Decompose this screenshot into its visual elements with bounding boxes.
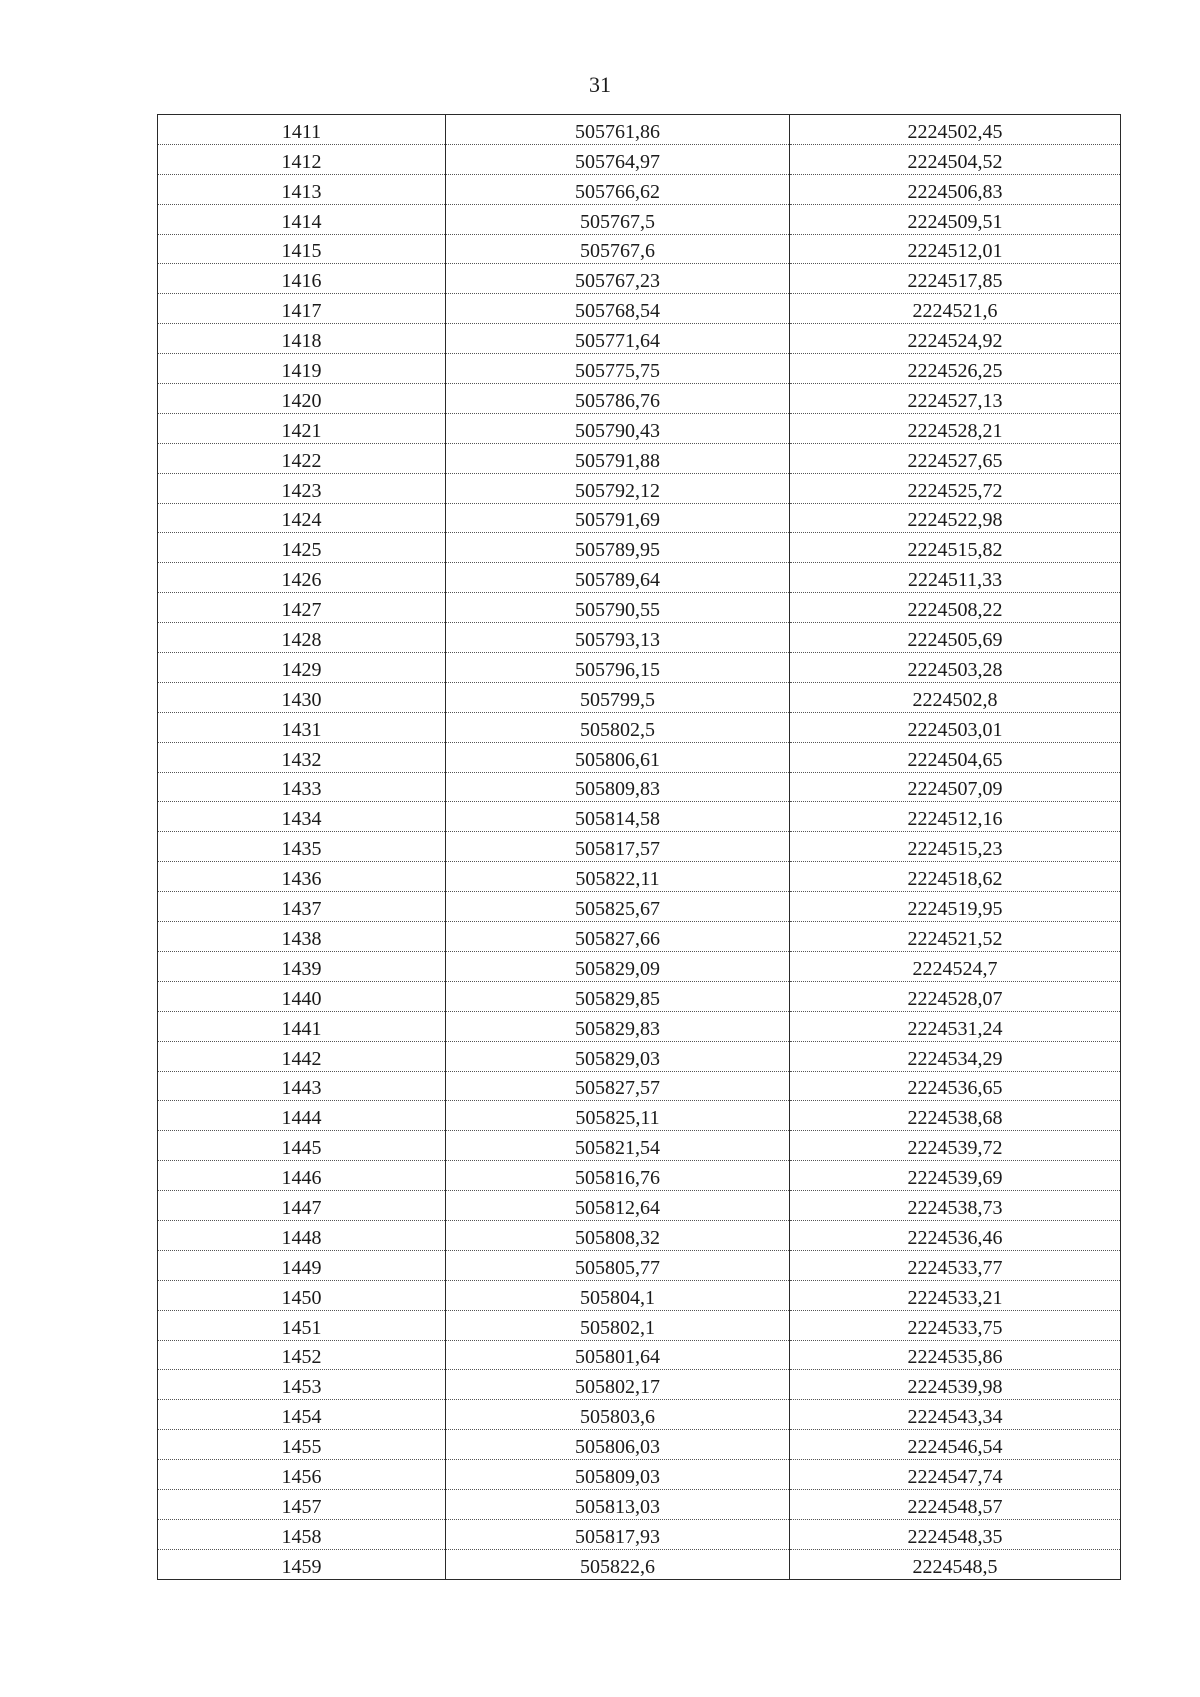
y-coordinate-cell: 2224509,51: [790, 204, 1121, 234]
y-coordinate-cell: 2224512,16: [790, 802, 1121, 832]
x-coordinate-cell: 505829,83: [446, 1011, 790, 1041]
y-coordinate-cell: 2224543,34: [790, 1400, 1121, 1430]
table-row: [158, 384, 1121, 414]
y-coordinate-cell: 2224538,73: [790, 1191, 1121, 1221]
x-coordinate-cell: 505761,86: [446, 115, 790, 145]
x-coordinate-cell: 505809,83: [446, 772, 790, 802]
x-coordinate-cell: 505802,5: [446, 712, 790, 742]
y-coordinate-cell: 2224536,65: [790, 1071, 1121, 1101]
point-number-cell: 1438: [158, 922, 446, 952]
y-coordinate-cell: 2224503,28: [790, 653, 1121, 683]
point-number-cell: 1434: [158, 802, 446, 832]
table-row: [158, 1280, 1121, 1310]
point-number-cell: 1412: [158, 144, 446, 174]
y-coordinate-cell: 2224507,09: [790, 772, 1121, 802]
point-number-cell: 1458: [158, 1519, 446, 1549]
table-row: [158, 1131, 1121, 1161]
table-row: [158, 1101, 1121, 1131]
point-number-cell: 1414: [158, 204, 446, 234]
table-row: [158, 204, 1121, 234]
y-coordinate-cell: 2224511,33: [790, 563, 1121, 593]
y-coordinate-cell: 2224546,54: [790, 1430, 1121, 1460]
x-coordinate-cell: 505806,61: [446, 742, 790, 772]
x-coordinate-cell: 505827,57: [446, 1071, 790, 1101]
x-coordinate-cell: 505809,03: [446, 1460, 790, 1490]
y-coordinate-cell: 2224538,68: [790, 1101, 1121, 1131]
table-row: [158, 1041, 1121, 1071]
point-number-cell: 1422: [158, 443, 446, 473]
table-row: [158, 1071, 1121, 1101]
x-coordinate-cell: 505822,6: [446, 1549, 790, 1579]
table-row: [158, 1340, 1121, 1370]
y-coordinate-cell: 2224504,65: [790, 742, 1121, 772]
x-coordinate-cell: 505764,97: [446, 144, 790, 174]
point-number-cell: 1423: [158, 473, 446, 503]
y-coordinate-cell: 2224535,86: [790, 1340, 1121, 1370]
x-coordinate-cell: 505829,03: [446, 1041, 790, 1071]
x-coordinate-cell: 505829,09: [446, 951, 790, 981]
point-number-cell: 1431: [158, 712, 446, 742]
table-row: [158, 1191, 1121, 1221]
y-coordinate-cell: 2224528,07: [790, 981, 1121, 1011]
y-coordinate-cell: 2224519,95: [790, 892, 1121, 922]
x-coordinate-cell: 505793,13: [446, 623, 790, 653]
x-coordinate-cell: 505766,62: [446, 174, 790, 204]
coordinates-table-body: [158, 115, 1121, 1580]
x-coordinate-cell: 505768,54: [446, 294, 790, 324]
x-coordinate-cell: 505817,57: [446, 832, 790, 862]
point-number-cell: 1453: [158, 1370, 446, 1400]
point-number-cell: 1425: [158, 533, 446, 563]
point-number-cell: 1421: [158, 413, 446, 443]
table-row: [158, 712, 1121, 742]
x-coordinate-cell: 505792,12: [446, 473, 790, 503]
point-number-cell: 1446: [158, 1161, 446, 1191]
x-coordinate-cell: 505813,03: [446, 1489, 790, 1519]
table-row: [158, 115, 1121, 145]
x-coordinate-cell: 505829,85: [446, 981, 790, 1011]
point-number-cell: 1441: [158, 1011, 446, 1041]
x-coordinate-cell: 505808,32: [446, 1220, 790, 1250]
y-coordinate-cell: 2224502,45: [790, 115, 1121, 145]
y-coordinate-cell: 2224531,24: [790, 1011, 1121, 1041]
x-coordinate-cell: 505817,93: [446, 1519, 790, 1549]
point-number-cell: 1419: [158, 354, 446, 384]
y-coordinate-cell: 2224533,21: [790, 1280, 1121, 1310]
y-coordinate-cell: 2224548,57: [790, 1489, 1121, 1519]
x-coordinate-cell: 505806,03: [446, 1430, 790, 1460]
y-coordinate-cell: 2224518,62: [790, 862, 1121, 892]
table-row: [158, 832, 1121, 862]
x-coordinate-cell: 505767,23: [446, 264, 790, 294]
x-coordinate-cell: 505825,67: [446, 892, 790, 922]
x-coordinate-cell: 505767,5: [446, 204, 790, 234]
x-coordinate-cell: 505790,43: [446, 413, 790, 443]
y-coordinate-cell: 2224528,21: [790, 413, 1121, 443]
y-coordinate-cell: 2224505,69: [790, 623, 1121, 653]
point-number-cell: 1443: [158, 1071, 446, 1101]
x-coordinate-cell: 505775,75: [446, 354, 790, 384]
x-coordinate-cell: 505822,11: [446, 862, 790, 892]
x-coordinate-cell: 505802,17: [446, 1370, 790, 1400]
x-coordinate-cell: 505799,5: [446, 682, 790, 712]
x-coordinate-cell: 505804,1: [446, 1280, 790, 1310]
x-coordinate-cell: 505825,11: [446, 1101, 790, 1131]
table-row: [158, 324, 1121, 354]
y-coordinate-cell: 2224527,13: [790, 384, 1121, 414]
table-row: [158, 443, 1121, 473]
table-row: [158, 1011, 1121, 1041]
table-row: [158, 772, 1121, 802]
y-coordinate-cell: 2224547,74: [790, 1460, 1121, 1490]
table-row: [158, 294, 1121, 324]
table-row: [158, 1460, 1121, 1490]
point-number-cell: 1451: [158, 1310, 446, 1340]
point-number-cell: 1418: [158, 324, 446, 354]
y-coordinate-cell: 2224533,75: [790, 1310, 1121, 1340]
x-coordinate-cell: 505789,64: [446, 563, 790, 593]
point-number-cell: 1415: [158, 234, 446, 264]
point-number-cell: 1459: [158, 1549, 446, 1579]
table-row: [158, 144, 1121, 174]
y-coordinate-cell: 2224536,46: [790, 1220, 1121, 1250]
table-row: [158, 1519, 1121, 1549]
point-number-cell: 1426: [158, 563, 446, 593]
y-coordinate-cell: 2224521,6: [790, 294, 1121, 324]
x-coordinate-cell: 505821,54: [446, 1131, 790, 1161]
table-row: [158, 892, 1121, 922]
table-row: [158, 473, 1121, 503]
table-row: [158, 503, 1121, 533]
point-number-cell: 1432: [158, 742, 446, 772]
point-number-cell: 1430: [158, 682, 446, 712]
point-number-cell: 1427: [158, 593, 446, 623]
x-coordinate-cell: 505802,1: [446, 1310, 790, 1340]
table-row: [158, 1549, 1121, 1579]
table-row: [158, 264, 1121, 294]
table-row: [158, 234, 1121, 264]
x-coordinate-cell: 505786,76: [446, 384, 790, 414]
table-row: [158, 1430, 1121, 1460]
y-coordinate-cell: 2224503,01: [790, 712, 1121, 742]
table-row: [158, 1161, 1121, 1191]
y-coordinate-cell: 2224527,65: [790, 443, 1121, 473]
y-coordinate-cell: 2224512,01: [790, 234, 1121, 264]
y-coordinate-cell: 2224517,85: [790, 264, 1121, 294]
table-row: [158, 1250, 1121, 1280]
y-coordinate-cell: 2224539,72: [790, 1131, 1121, 1161]
x-coordinate-cell: 505801,64: [446, 1340, 790, 1370]
point-number-cell: 1420: [158, 384, 446, 414]
point-number-cell: 1447: [158, 1191, 446, 1221]
table-row: [158, 981, 1121, 1011]
point-number-cell: 1450: [158, 1280, 446, 1310]
table-row: [158, 802, 1121, 832]
x-coordinate-cell: 505771,64: [446, 324, 790, 354]
table-row: [158, 593, 1121, 623]
point-number-cell: 1457: [158, 1489, 446, 1519]
y-coordinate-cell: 2224525,72: [790, 473, 1121, 503]
table-row: [158, 742, 1121, 772]
y-coordinate-cell: 2224508,22: [790, 593, 1121, 623]
x-coordinate-cell: 505790,55: [446, 593, 790, 623]
point-number-cell: 1455: [158, 1430, 446, 1460]
point-number-cell: 1435: [158, 832, 446, 862]
table-row: [158, 1489, 1121, 1519]
table-row: [158, 1310, 1121, 1340]
point-number-cell: 1436: [158, 862, 446, 892]
x-coordinate-cell: 505789,95: [446, 533, 790, 563]
point-number-cell: 1440: [158, 981, 446, 1011]
point-number-cell: 1439: [158, 951, 446, 981]
point-number-cell: 1456: [158, 1460, 446, 1490]
y-coordinate-cell: 2224534,29: [790, 1041, 1121, 1071]
table-row: [158, 653, 1121, 683]
table-row: [158, 951, 1121, 981]
page-number: 31: [589, 72, 611, 97]
table-row: [158, 623, 1121, 653]
table-row: [158, 922, 1121, 952]
point-number-cell: 1424: [158, 503, 446, 533]
point-number-cell: 1452: [158, 1340, 446, 1370]
y-coordinate-cell: 2224548,5: [790, 1549, 1121, 1579]
point-number-cell: 1444: [158, 1101, 446, 1131]
point-number-cell: 1448: [158, 1220, 446, 1250]
table-row: [158, 682, 1121, 712]
point-number-cell: 1428: [158, 623, 446, 653]
y-coordinate-cell: 2224502,8: [790, 682, 1121, 712]
y-coordinate-cell: 2224521,52: [790, 922, 1121, 952]
y-coordinate-cell: 2224515,82: [790, 533, 1121, 563]
table-row: [158, 1400, 1121, 1430]
x-coordinate-cell: 505816,76: [446, 1161, 790, 1191]
y-coordinate-cell: 2224524,92: [790, 324, 1121, 354]
x-coordinate-cell: 505791,88: [446, 443, 790, 473]
point-number-cell: 1442: [158, 1041, 446, 1071]
x-coordinate-cell: 505796,15: [446, 653, 790, 683]
table-row: [158, 413, 1121, 443]
point-number-cell: 1445: [158, 1131, 446, 1161]
point-number-cell: 1417: [158, 294, 446, 324]
point-number-cell: 1416: [158, 264, 446, 294]
table-row: [158, 1370, 1121, 1400]
x-coordinate-cell: 505814,58: [446, 802, 790, 832]
x-coordinate-cell: 505767,6: [446, 234, 790, 264]
y-coordinate-cell: 2224526,25: [790, 354, 1121, 384]
point-number-cell: 1411: [158, 115, 446, 145]
point-number-cell: 1429: [158, 653, 446, 683]
point-number-cell: 1433: [158, 772, 446, 802]
point-number-cell: 1449: [158, 1250, 446, 1280]
y-coordinate-cell: 2224522,98: [790, 503, 1121, 533]
table-row: [158, 174, 1121, 204]
x-coordinate-cell: 505812,64: [446, 1191, 790, 1221]
x-coordinate-cell: 505791,69: [446, 503, 790, 533]
x-coordinate-cell: 505827,66: [446, 922, 790, 952]
table-row: [158, 533, 1121, 563]
coordinates-table: [157, 114, 1121, 1580]
x-coordinate-cell: 505805,77: [446, 1250, 790, 1280]
table-row: [158, 354, 1121, 384]
y-coordinate-cell: 2224506,83: [790, 174, 1121, 204]
y-coordinate-cell: 2224548,35: [790, 1519, 1121, 1549]
point-number-cell: 1413: [158, 174, 446, 204]
table-row: [158, 1220, 1121, 1250]
table-row: [158, 862, 1121, 892]
point-number-cell: 1437: [158, 892, 446, 922]
point-number-cell: 1454: [158, 1400, 446, 1430]
y-coordinate-cell: 2224524,7: [790, 951, 1121, 981]
y-coordinate-cell: 2224515,23: [790, 832, 1121, 862]
x-coordinate-cell: 505803,6: [446, 1400, 790, 1430]
y-coordinate-cell: 2224533,77: [790, 1250, 1121, 1280]
y-coordinate-cell: 2224504,52: [790, 144, 1121, 174]
y-coordinate-cell: 2224539,98: [790, 1370, 1121, 1400]
y-coordinate-cell: 2224539,69: [790, 1161, 1121, 1191]
table-row: [158, 563, 1121, 593]
